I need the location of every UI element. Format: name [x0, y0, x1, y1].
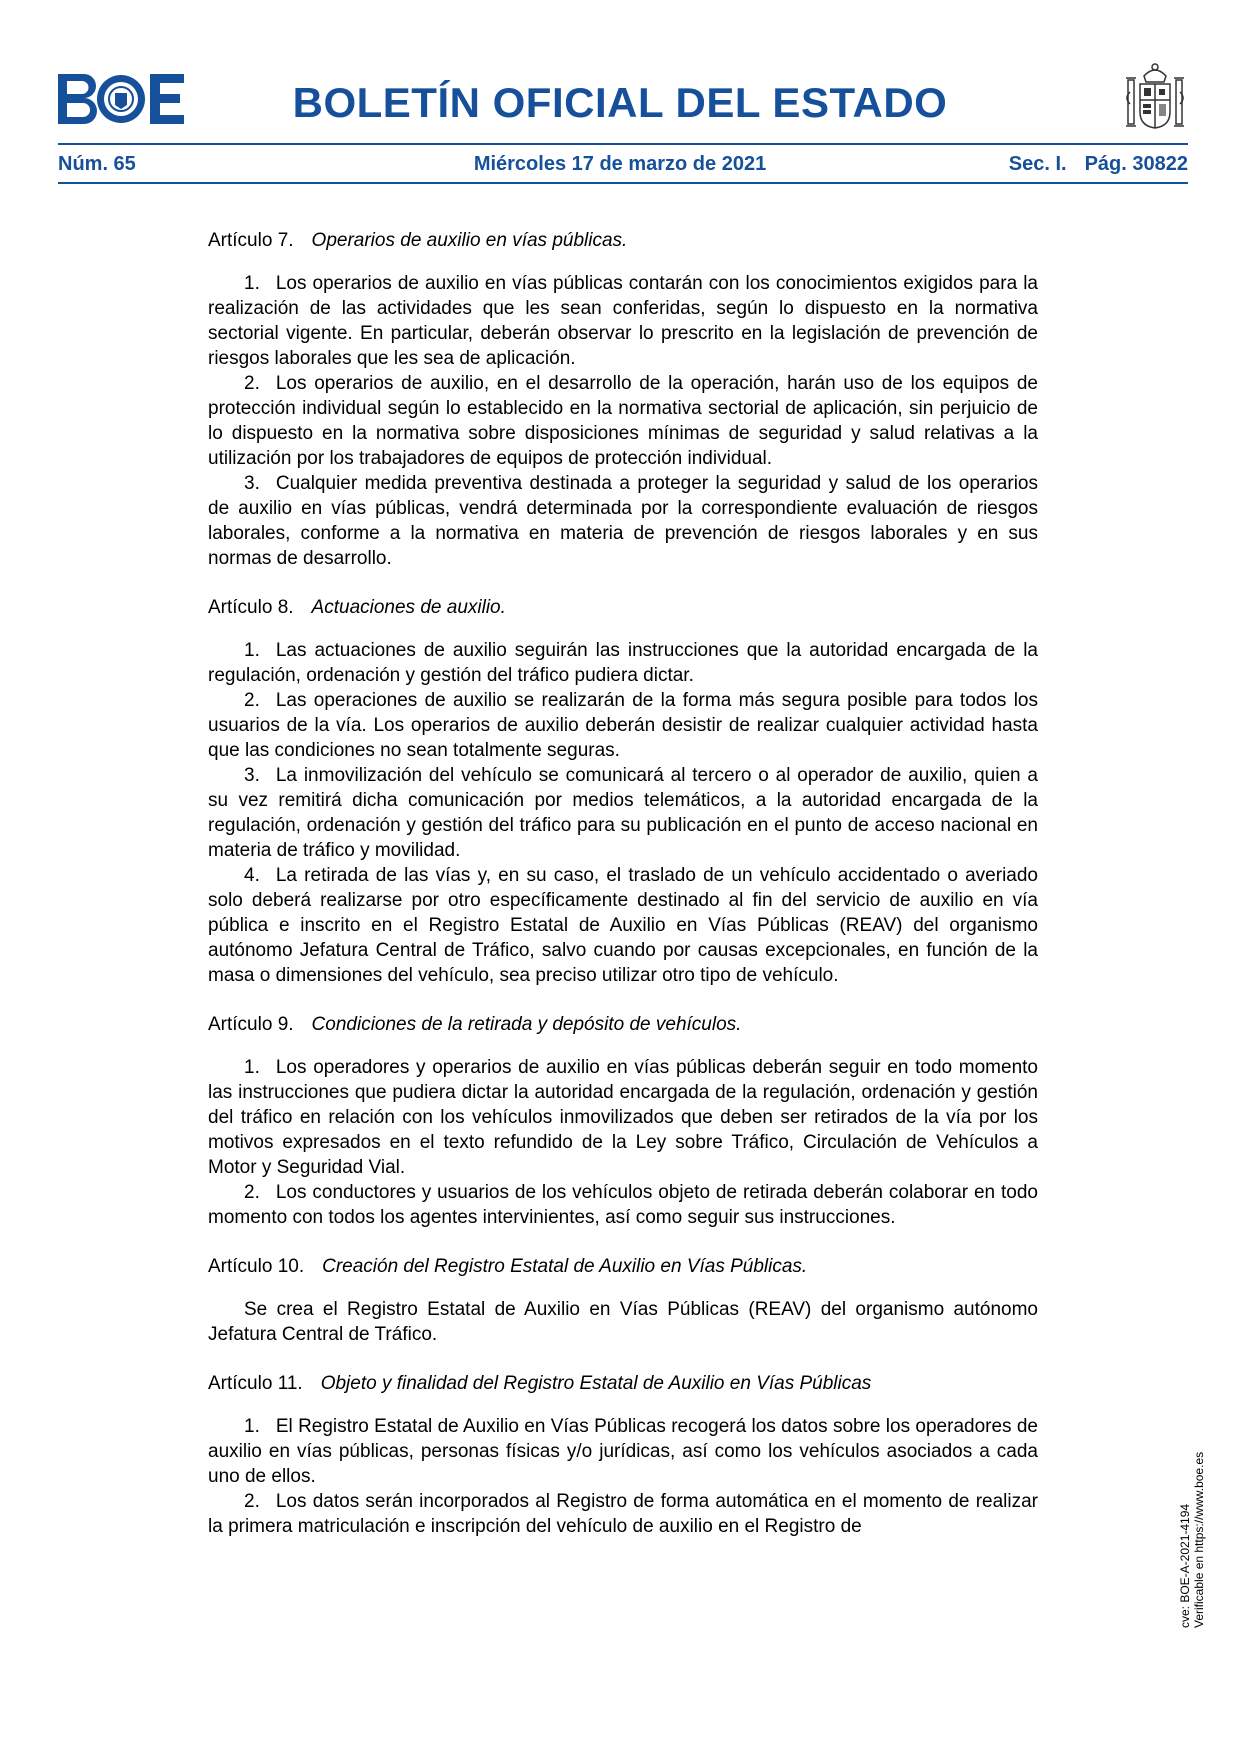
article-heading — [208, 595, 1038, 620]
paragraph-text: La inmovilización del vehículo se comunicará al tercero o al operador de auxilio, quien a su vez remitirá dicha comunicación por medios telemáticos, a la autoridad encargada de la regulación, ordenación y gestión del tráfico para su publicación en el punto de acceso nacional en materia de tráfico y movilidad. — [208, 765, 1038, 861]
paragraph-number: 3. — [244, 765, 260, 786]
paragraph — [208, 1414, 1038, 1489]
paragraph — [208, 688, 1038, 763]
paragraph-number: 1. — [244, 1057, 260, 1078]
article-title: Operarios de auxilio en vías públicas. — [311, 230, 628, 251]
paragraph — [208, 1180, 1038, 1230]
article-title: Actuaciones de auxilio. — [311, 597, 506, 618]
article-number: Artículo 11. — [208, 1373, 303, 1394]
article-number: Artículo 8. — [208, 597, 294, 618]
paragraph-number: 2. — [244, 1182, 260, 1203]
section-label: Sec. I. — [1008, 153, 1067, 175]
paragraph-text: Las actuaciones de auxilio seguirán las instrucciones que la autoridad encargada de la regulación, ordenación y gestión del tráfico pudiera dictar. — [208, 640, 1038, 686]
verification-url[interactable]: Verificable en https://www.boe.es — [1192, 1451, 1206, 1628]
paragraph-number: 2. — [244, 1491, 260, 1512]
paragraph — [208, 863, 1038, 988]
paragraph-number: 1. — [244, 1416, 260, 1437]
paragraph-text: El Registro Estatal de Auxilio en Vías Públicas recogerá los datos sobre los operadores de auxilio en vías públicas, personas físicas y/o jurídicas, así como los vehículos asociados a cada uno de ellos. — [208, 1416, 1038, 1487]
paragraph-number: 2. — [244, 690, 260, 711]
paragraph-text: Se crea el Registro Estatal de Auxilio en Vías Públicas (REAV) del organismo autónomo Jefatura Central de Tráfico. — [208, 1299, 1038, 1345]
cve-code: cve: BOE-A-2021-4194 — [1178, 1503, 1192, 1628]
paragraph — [208, 1489, 1038, 1539]
paragraph-number: 3. — [244, 473, 260, 494]
paragraph-text: Los operadores y operarios de auxilio en vías públicas deberán seguir en todo momento las instrucciones que pudiera dictar la autoridad encargada de la regulación, ordenación y gestión del tráfico en relación con los vehículos inmovilizados que deben ser retirados de la vía por los motivos expresados en el texto refundido de la Ley sobre Tráfico, Circulación de Vehículos a Motor y Seguridad Vial. — [208, 1057, 1038, 1178]
paragraph-text: La retirada de las vías y, en su caso, el traslado de un vehículo accidentado o averiado solo deberá realizarse por otro específicamente destinado al fin del servicio de auxilio en vía pública e inscrito en el Registro Estatal de Auxilio en Vías Públicas (REAV) del organismo autónomo Jefatura Central de Tráfico, salvo cuando por causas excepcionales, en función de la masa o dimensiones del vehículo, sea preciso utilizar otro tipo de vehículo. — [208, 865, 1038, 986]
masthead-title: BOLETÍN OFICIAL DEL ESTADO — [292, 79, 948, 126]
article-9 — [208, 1012, 1038, 1230]
paragraph-number: 1. — [244, 273, 260, 294]
header-rule-top — [58, 143, 1188, 145]
paragraph — [208, 271, 1038, 371]
article-number: Artículo 9. — [208, 1014, 294, 1035]
header-rule-bottom — [58, 182, 1188, 184]
article-11 — [208, 1371, 1038, 1539]
paragraph-text: Los datos serán incorporados al Registro de forma automática en el momento de realizar la primera matriculación e inscripción del vehículo de auxilio en el Registro de — [208, 1491, 1038, 1537]
article-heading — [208, 1254, 1038, 1279]
article-7 — [208, 228, 1038, 571]
article-8 — [208, 595, 1038, 988]
issue-date: Miércoles 17 de marzo de 2021 — [473, 153, 767, 175]
paragraph — [208, 1297, 1038, 1347]
issue-number: Núm. 65 — [58, 153, 136, 175]
article-title: Creación del Registro Estatal de Auxilio en Vías Públicas. — [322, 1256, 808, 1277]
article-number: Artículo 10. — [208, 1256, 305, 1277]
article-heading — [208, 1012, 1038, 1037]
article-heading — [208, 228, 1038, 253]
paragraph — [208, 638, 1038, 688]
section-and-page — [1009, 152, 1188, 176]
article-10 — [208, 1254, 1038, 1347]
coat-of-arms-icon — [1122, 62, 1188, 136]
paragraph-number: 1. — [244, 640, 260, 661]
paragraph-text: Cualquier medida preventiva destinada a proteger la seguridad y salud de los operarios de auxilio en vías públicas, vendrá determinada por la correspondiente evaluación de riesgos laborales, conforme a la normativa en materia de prevención de riesgos laborales y en sus normas de desarrollo. — [208, 473, 1038, 569]
paragraph-text: Los operarios de auxilio, en el desarrollo de la operación, harán uso de los equipos de protección individual según lo establecido en la normativa sectorial de aplicación, sin perjuicio de lo dispuesto en la normativa sobre disposiciones mínimas de seguridad y salud relativas a la utilización por los trabajadores de equipos de protección individual. — [208, 373, 1038, 469]
paragraph — [208, 763, 1038, 863]
paragraph-text: Las operaciones de auxilio se realizarán de la forma más segura posible para todos los usuarios de la vía. Los operarios de auxilio deberán desistir de realizar cualquier actividad hasta que las condiciones no sean totalmente seguras. — [208, 690, 1038, 761]
document-body — [208, 228, 1038, 1563]
boe-logo — [58, 74, 184, 124]
paragraph — [208, 471, 1038, 571]
paragraph-text: Los conductores y usuarios de los vehículos objeto de retirada deberán colaborar en todo momento con todos los agentes intervinientes, así como seguir sus instrucciones. — [208, 1182, 1038, 1228]
paragraph-text: Los operarios de auxilio en vías públicas contarán con los conocimientos exigidos para la realización de las actividades que les sean conferidas, según lo dispuesto en la normativa sectorial vigente. En particular, deberán observar lo prescrito en la legislación de prevención de riesgos laborales que les sea de aplicación. — [208, 273, 1038, 369]
article-heading — [208, 1371, 1038, 1396]
paragraph — [208, 1055, 1038, 1180]
article-title: Condiciones de la retirada y depósito de vehículos. — [311, 1014, 742, 1035]
paragraph-number: 2. — [244, 373, 260, 394]
verification-note — [1178, 1452, 1206, 1628]
page-number: Pág. 30822 — [1084, 153, 1188, 175]
article-number: Artículo 7. — [208, 230, 294, 251]
paragraph-number: 4. — [244, 865, 260, 886]
article-title: Objeto y finalidad del Registro Estatal de Auxilio en Vías Públicas — [320, 1373, 872, 1394]
paragraph — [208, 371, 1038, 471]
